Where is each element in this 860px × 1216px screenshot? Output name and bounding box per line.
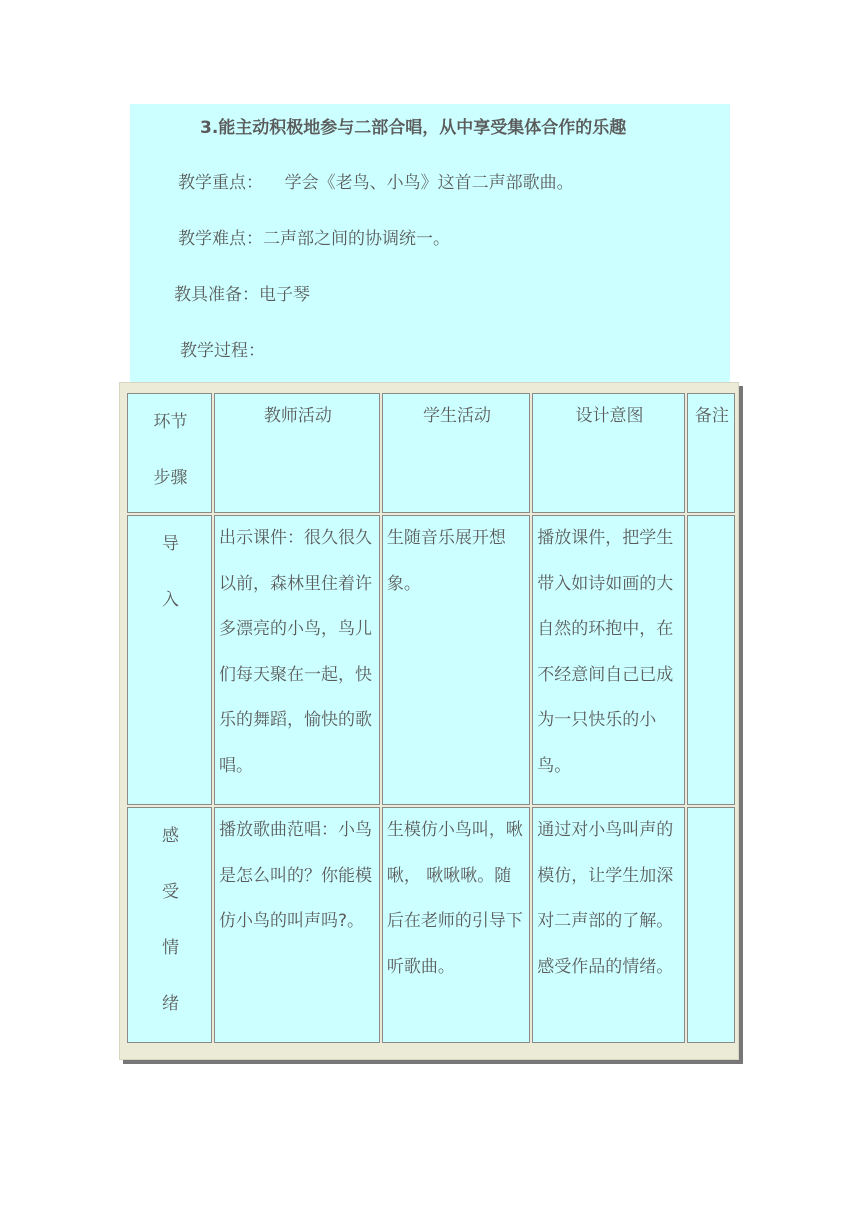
teacher-text: 出示课件：很久很久以前，森林里住着许多漂亮的小鸟，鸟儿们每天聚在一起，快乐的舞蹈，愉快的歌唱。 [218, 528, 372, 776]
lesson-intro [130, 104, 730, 386]
row-intent [532, 807, 685, 1043]
row-student [382, 807, 530, 1043]
process-label: 教学过程： [180, 341, 265, 361]
row-step [127, 515, 212, 805]
objective-3: 3.能主动积极地参与二部合唱，从中享受集体合作的乐趣 [200, 118, 627, 138]
header-step-line1: 环节 [153, 412, 188, 432]
header-step [127, 393, 212, 513]
step-char: 导 [161, 534, 179, 554]
table-header-row [127, 393, 735, 513]
header-teacher: 教师活动 [214, 393, 380, 513]
row-note [687, 515, 735, 805]
difficulty: 教学难点：二声部之间的协调统一。 [178, 229, 450, 249]
step-char: 情 [161, 938, 179, 958]
student-text: 生模仿小鸟叫，啾啾， 啾啾啾。随后在老师的引导下听歌曲。 [386, 820, 523, 977]
row-note [687, 807, 735, 1043]
row-step [127, 807, 212, 1043]
intent-text: 通过对小鸟叫声的模仿，让学生加深对二声部的了解。感受作品的情绪。 [537, 820, 674, 977]
header-intent: 设计意图 [532, 393, 685, 513]
teacher-text: 播放歌曲范唱：小鸟是怎么叫的？你能模仿小鸟的叫声吗?。 [218, 820, 372, 931]
row-teacher [214, 807, 380, 1043]
row-student [382, 515, 530, 805]
row-teacher [214, 515, 380, 805]
step-char: 绪 [161, 994, 179, 1014]
lesson-table [125, 391, 737, 1045]
table-row [127, 807, 735, 1043]
student-text: 生随音乐展开想象。 [386, 528, 506, 594]
header-note: 备注 [687, 393, 735, 513]
row-intent [532, 515, 685, 805]
step-char: 感 [161, 826, 179, 846]
header-student: 学生活动 [382, 393, 530, 513]
step-char: 受 [161, 882, 179, 902]
equipment: 教具准备：电子琴 [174, 285, 310, 305]
lesson-table-frame [119, 382, 739, 1060]
header-step-line2: 步骤 [153, 468, 188, 488]
intent-text: 播放课件，把学生带入如诗如画的大自然的环抱中，在不经意间自己已成为一只快乐的小鸟。 [537, 528, 674, 776]
key-point: 教学重点： 学会《老鸟、小鸟》这首二声部歌曲。 [178, 173, 574, 193]
table-row [127, 515, 735, 805]
step-char: 入 [161, 590, 179, 610]
